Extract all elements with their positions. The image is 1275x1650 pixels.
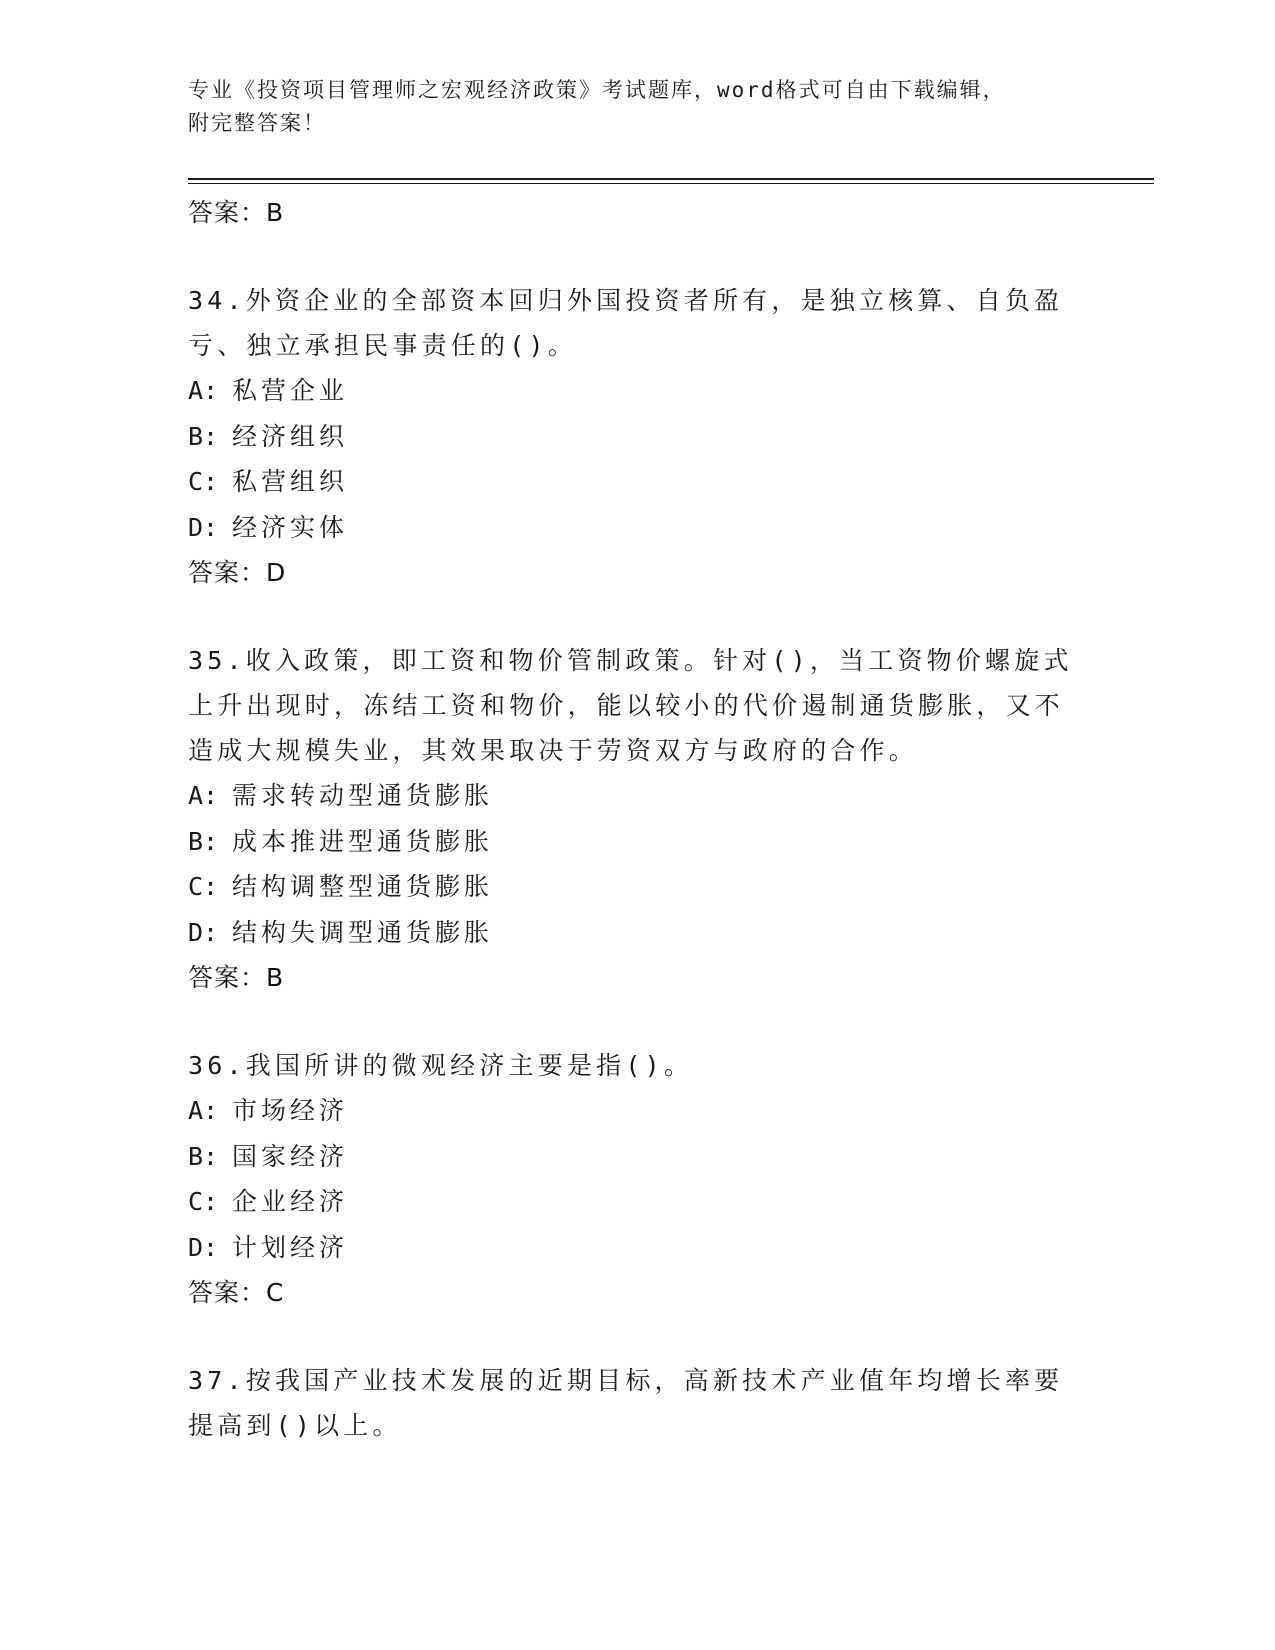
- header-line-1: 专业《投资项目管理师之宏观经济政策》考试题库，word格式可自由下载编辑，: [188, 78, 1006, 102]
- question-stem: 37.按我国产业技术发展的近期目标，高新技术产业值年均增长率要提高到()以上。: [188, 1366, 1064, 1440]
- option-key: B:: [188, 1141, 219, 1171]
- option-text: 企业经济: [232, 1187, 349, 1216]
- option-key: A:: [188, 1096, 219, 1125]
- option-b: [188, 819, 1088, 865]
- question-36: [188, 1043, 1088, 1316]
- option-key: D:: [188, 1232, 219, 1262]
- question-list: [188, 190, 1088, 1448]
- option-key: C:: [188, 467, 219, 496]
- header-divider-thin: [188, 183, 1154, 184]
- option-a: [188, 368, 1088, 414]
- question-37: [188, 1358, 1088, 1448]
- option-key: D:: [188, 512, 219, 542]
- option-b: [188, 414, 1088, 460]
- option-d: [188, 910, 1088, 956]
- option-b: [188, 1134, 1088, 1180]
- option-text: 成本推进型通货膨胀: [232, 826, 494, 856]
- option-key: A:: [188, 781, 219, 810]
- option-text: 私营企业: [232, 376, 349, 405]
- option-text: 经济组织: [232, 421, 349, 451]
- option-a: [188, 773, 1088, 819]
- option-text: 结构调整型通货膨胀: [232, 872, 494, 901]
- option-text: 私营组织: [232, 467, 349, 496]
- question-stem: 35.收入政策，即工资和物价管制政策。针对()，当工资物价螺旋式上升出现时，冻结工资和物价，能以较小的代价遏制通货膨胀，又不造成大规模失业，其效果取决于劳资双方与政府的合作。: [188, 646, 1073, 765]
- header-line-2: 附完整答案！: [188, 111, 326, 135]
- answer-label: 答案：B: [188, 963, 285, 992]
- answer-label: 答案：D: [188, 558, 287, 587]
- option-text: 经济实体: [232, 512, 349, 542]
- option-text: 需求转动型通货膨胀: [232, 781, 494, 810]
- option-key: B:: [188, 826, 219, 856]
- header-divider-thick: [188, 178, 1154, 180]
- option-key: B:: [188, 421, 219, 451]
- question-35: [188, 638, 1088, 1001]
- option-text: 计划经济: [232, 1232, 349, 1262]
- option-c: [188, 1179, 1088, 1225]
- option-key: A:: [188, 376, 219, 405]
- option-c: [188, 864, 1088, 910]
- option-key: D:: [188, 917, 219, 947]
- option-text: 市场经济: [232, 1096, 349, 1125]
- option-text: 国家经济: [232, 1141, 349, 1171]
- option-a: [188, 1088, 1088, 1134]
- answer-label: 答案：B: [188, 198, 285, 227]
- option-text: 结构失调型通货膨胀: [232, 917, 494, 947]
- option-key: C:: [188, 872, 219, 901]
- question-stem: 36.我国所讲的微观经济主要是指()。: [188, 1051, 694, 1080]
- option-c: [188, 459, 1088, 505]
- option-key: C:: [188, 1187, 219, 1216]
- option-d: [188, 505, 1088, 551]
- question-stem: 34.外资企业的全部资本回归外国投资者所有，是独立核算、自负盈亏、独立承担民事责任的()。: [188, 286, 1064, 360]
- document-header: [188, 74, 1088, 140]
- question-34: [188, 278, 1088, 596]
- answer-label: 答案：C: [188, 1278, 285, 1307]
- option-d: [188, 1225, 1088, 1271]
